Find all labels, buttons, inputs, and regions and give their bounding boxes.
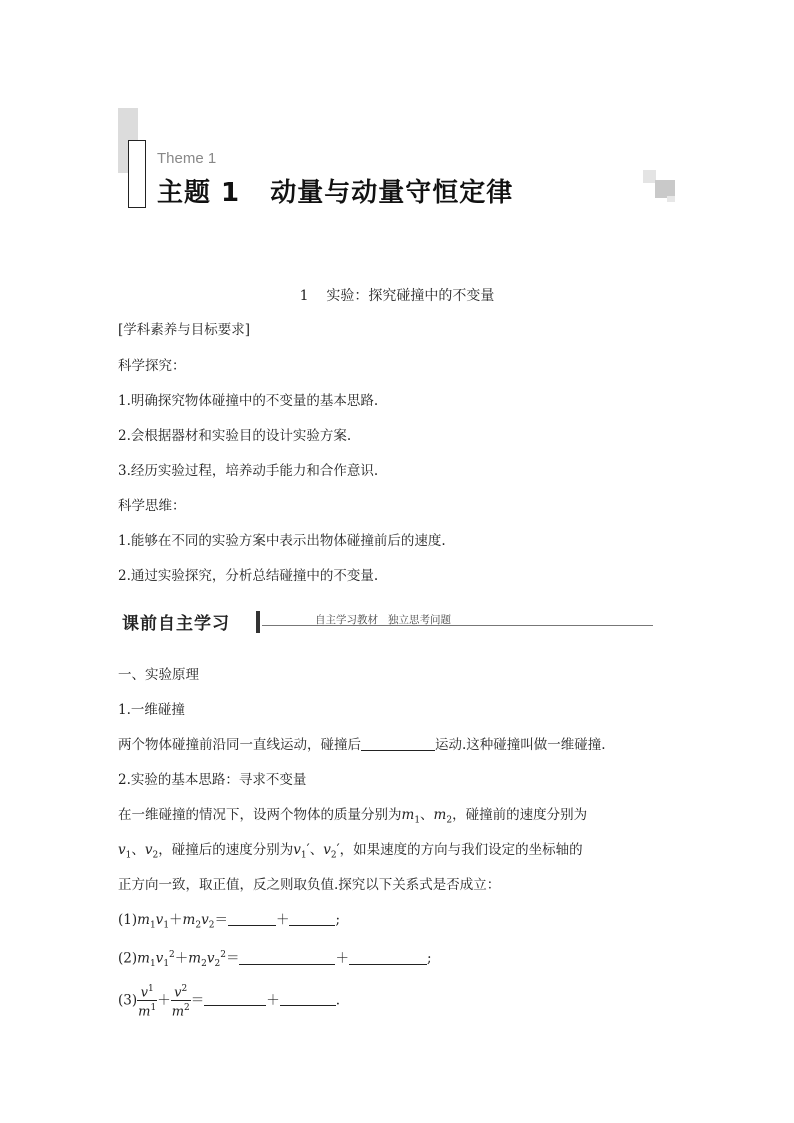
item2-heading: 2.实验的基本思路：寻求不变量 <box>118 772 307 788</box>
goals-heading: [学科素养与目标要求] <box>118 322 251 338</box>
item1-text-b: 运动.这种碰撞叫做一维碰撞. <box>435 737 606 753</box>
fraction: $\frac{v^1}{m^1}$ <box>138 984 157 1020</box>
inquiry-item: 2.会根据器材和实验目的设计实验方案. <box>118 428 352 444</box>
item1-text-a: 两个物体碰撞前沿同一直线运动，碰撞后 <box>118 737 361 753</box>
header-decoration-frame <box>128 140 146 208</box>
banner-title: 课前自主学习 <box>122 614 230 634</box>
p1-text: 在一维碰撞的情况下，设两个物体的质量分别为 <box>118 807 402 823</box>
formula-3: (3) $\frac{v^1}{m^1}$ ＋ $\frac{v^2}{m^2}$ ＝ ＋ . <box>118 984 341 1020</box>
decor-square <box>667 196 675 202</box>
paragraph-line: $v_1$、$v_2$，碰撞后的速度分别为$v_1'$、$v_2'$，如果速度的方向与我们设定的坐标轴的 <box>118 842 583 861</box>
item1-heading: 1.一维碰撞 <box>118 702 185 718</box>
item1-text <box>118 735 606 755</box>
banner-subtitle: 自主学习教材 独立思考问题 <box>315 614 452 626</box>
fill-blank[interactable] <box>239 950 335 965</box>
formula-2: $(2)m_1v_1^2+m_2v_2^2=$ ＋ ; <box>118 950 432 970</box>
theme-label: Theme 1 <box>157 150 217 167</box>
p2-mid: ，碰撞后的速度分别为 <box>158 842 294 858</box>
paragraph-line: 正方向一致，取正值，反之则取负值.探究以下关系式是否成立： <box>118 877 501 893</box>
fill-blank[interactable] <box>204 991 266 1006</box>
fill-blank[interactable] <box>280 991 336 1006</box>
section-title: 1 实验：探究碰撞中的不变量 <box>299 288 495 304</box>
inquiry-item: 3.经历实验过程，培养动手能力和合作意识. <box>118 463 379 479</box>
thinking-label: 科学思维： <box>118 498 186 514</box>
banner-bar <box>256 611 260 633</box>
p1-tail: ，碰撞前的速度分别为 <box>452 807 588 823</box>
theme-title: 主题 1 动量与动量守恒定律 <box>157 178 514 208</box>
thinking-item: 2.通过实验探究，分析总结碰撞中的不变量. <box>118 568 379 584</box>
fill-blank[interactable] <box>289 911 335 926</box>
fraction: $\frac{v^2}{m^2}$ <box>171 984 190 1020</box>
paragraph-line: 在一维碰撞的情况下，设两个物体的质量分别为$m_1$、$m_2$，碰撞前的速度分别为 <box>118 807 588 826</box>
principle-heading: 一、实验原理 <box>118 667 199 683</box>
thinking-item: 1.能够在不同的实验方案中表示出物体碰撞前后的速度. <box>118 533 446 549</box>
formula-1: $(1)m_1v_1+m_2v_2=$ ＋ ; <box>118 912 341 931</box>
fill-blank[interactable] <box>349 950 427 965</box>
fill-blank[interactable] <box>361 736 435 751</box>
inquiry-label: 科学探究： <box>118 358 186 374</box>
p2-tail: ，如果速度的方向与我们设定的坐标轴的 <box>339 842 583 858</box>
inquiry-item: 1.明确探究物体碰撞中的不变量的基本思路. <box>118 393 379 409</box>
fill-blank[interactable] <box>228 911 276 926</box>
